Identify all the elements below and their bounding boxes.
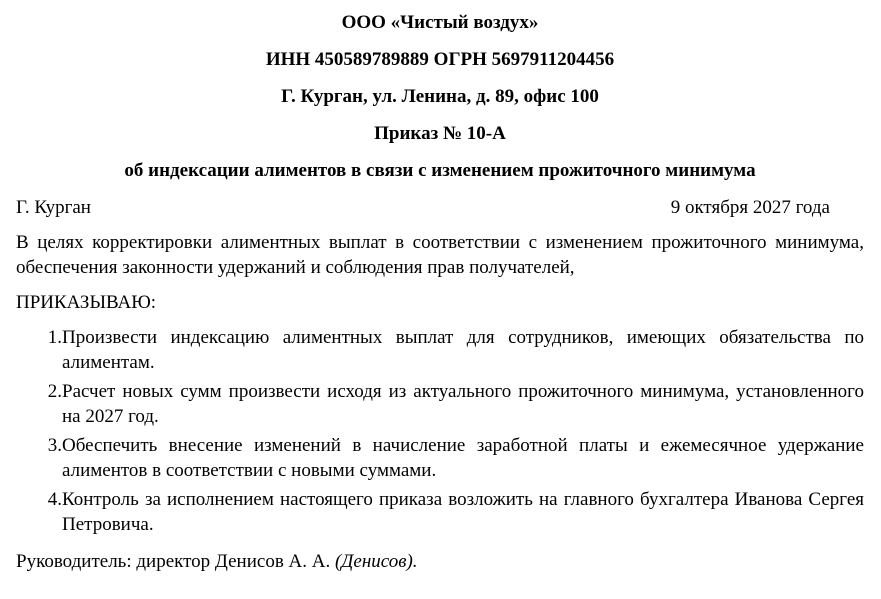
list-item xyxy=(16,487,864,537)
list-item xyxy=(16,379,864,429)
order-purpose: В целях корректировки алиментных выплат в соответствии с изменением прожиточного минимума, обеспечения законности удержаний и соблюдения прав получателей, xyxy=(16,232,864,278)
signature-position: Руководитель: директор Денисов А. А. xyxy=(16,551,331,572)
company-registration: ИНН 450589789889 ОГРН 5697911204456 xyxy=(265,49,615,70)
company-name: ООО «Чистый воздух» xyxy=(341,12,539,33)
item-number: 1. xyxy=(47,327,62,348)
list-item xyxy=(16,433,864,483)
item-number: 4. xyxy=(47,489,62,510)
item-number: 3. xyxy=(47,435,62,456)
signature-line xyxy=(16,549,864,574)
item-number: 2. xyxy=(47,381,62,402)
order-date: 9 октября 2027 года xyxy=(670,197,830,218)
item-text: Контроль за исполнением настоящего приказа возложить на главного бухгалтера Иванова Сергея Петровича. xyxy=(62,489,864,535)
order-items-list xyxy=(16,325,864,537)
order-directive: ПРИКАЗЫВАЮ: xyxy=(16,292,157,313)
order-document xyxy=(16,6,864,574)
place-date-row xyxy=(16,195,864,220)
order-place: Г. Курган xyxy=(16,197,91,218)
item-text: Произвести индексацию алиментных выплат для сотрудников, имеющих обязательства по алиментам. xyxy=(62,327,864,373)
list-item xyxy=(16,325,864,375)
order-subject: об индексации алиментов в связи с изменением прожиточного минимума xyxy=(124,160,756,181)
item-text: Расчет новых сумм произвести исходя из актуального прожиточного минимума, установленного на 2027 год. xyxy=(62,381,864,427)
item-text: Обеспечить внесение изменений в начисление заработной платы и ежемесячное удержание алиментов в соответствии с новыми суммами. xyxy=(62,435,864,481)
signature-handwritten: (Денисов). xyxy=(334,551,418,572)
order-title: Приказ № 10-А xyxy=(374,123,506,144)
company-address: Г. Курган, ул. Ленина, д. 89, офис 100 xyxy=(281,86,599,107)
